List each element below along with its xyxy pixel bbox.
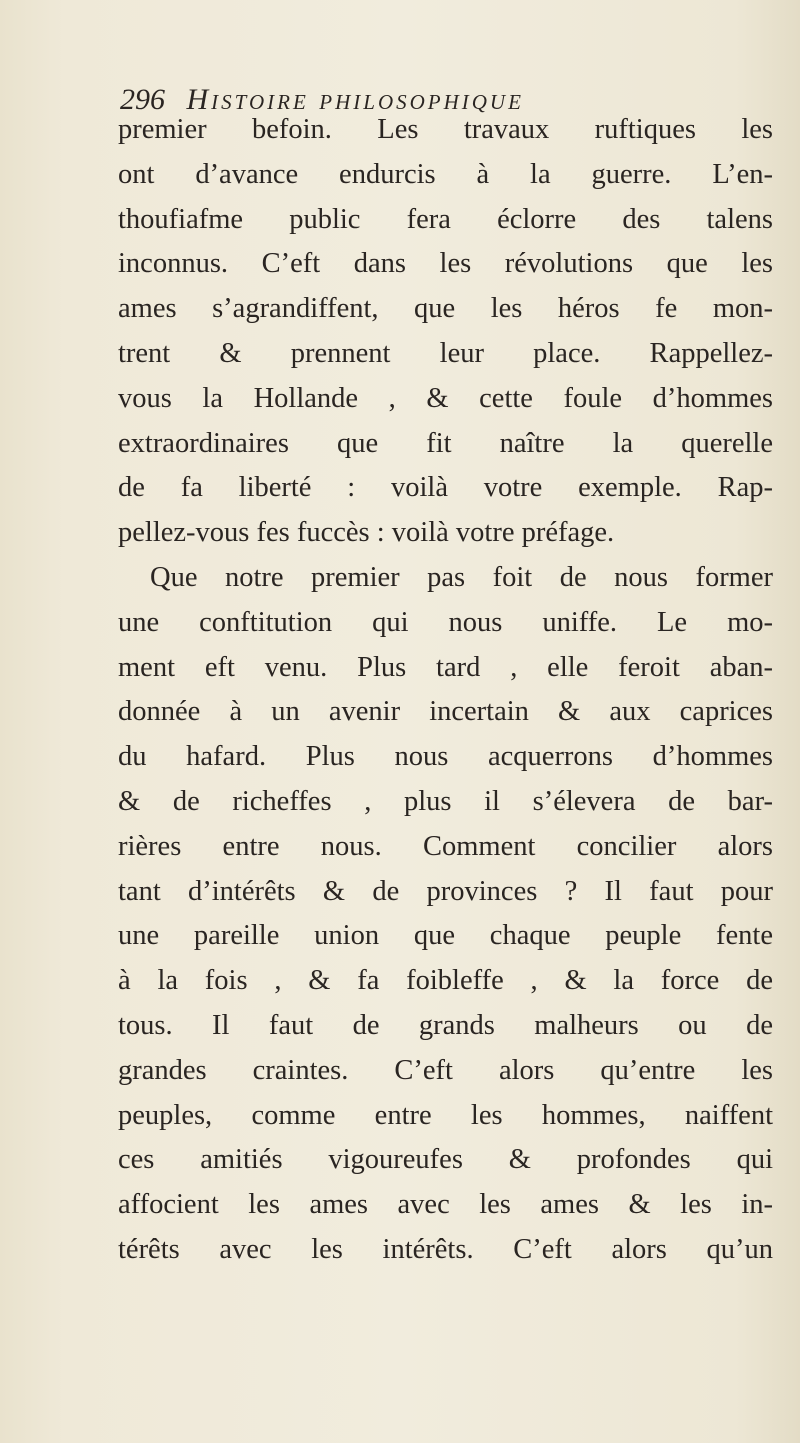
running-title: Histoire philosophique (186, 83, 524, 116)
text-line: ces amitiés vigoureufes & profondes qui (118, 1144, 773, 1176)
text-line: affocient les ames avec les ames & les in- (118, 1189, 773, 1221)
text-line: donnée à un avenir incertain & aux caprices (118, 696, 773, 728)
text-line: du hafard. Plus nous acquerrons d’hommes (118, 741, 773, 773)
text-line: à la fois , & fa foibleffe , & la force de (118, 965, 773, 997)
text-line: une conftitution qui nous uniffe. Le mo- (118, 606, 773, 638)
text-line: tant d’intérêts & de provinces ? Il faut pour (118, 875, 773, 907)
text-line: premier befoin. Les travaux ruftiques les (118, 114, 773, 145)
text-line: tous. Il faut de grands malheurs ou de (118, 1009, 773, 1041)
text-line: de fa liberté : voilà votre exemple. Rap- (118, 472, 773, 504)
text-line: Que notre premier pas foit de nous former (150, 561, 773, 593)
text-line: trent & prennent leur place. Rappellez- (118, 337, 773, 369)
text-line: pellez-vous fes fuccès : voilà votre préfage. (118, 517, 615, 549)
text-line: ames s’agrandiffent, que les héros fe mon- (118, 293, 773, 325)
page-number: 296 (120, 83, 165, 116)
text-line: & de richeffes , plus il s’élevera de bar- (118, 785, 773, 817)
text-line: vous la Hollande , & cette foule d’hommes (118, 382, 773, 414)
text-line: extraordinaires que fit naître la querelle (118, 427, 773, 459)
body-text (118, 108, 773, 1273)
text-line: inconnus. C’eft dans les révolutions que les (118, 248, 773, 280)
text-line: rières entre nous. Comment concilier alors (118, 830, 773, 862)
text-line: ment eft venu. Plus tard , elle feroit aban- (118, 651, 773, 683)
text-line: ont d’avance endurcis à la guerre. L’en- (118, 158, 773, 190)
text-line: une pareille union que chaque peuple fente (118, 920, 773, 952)
text-line: grandes craintes. C’eft alors qu’entre les (118, 1054, 773, 1086)
text-line: thoufiafme public fera éclorre des talens (118, 203, 773, 235)
text-line: peuples, comme entre les hommes, naiffent (118, 1099, 773, 1131)
text-line: térêts avec les intérêts. C’eft alors qu’un (118, 1233, 773, 1265)
